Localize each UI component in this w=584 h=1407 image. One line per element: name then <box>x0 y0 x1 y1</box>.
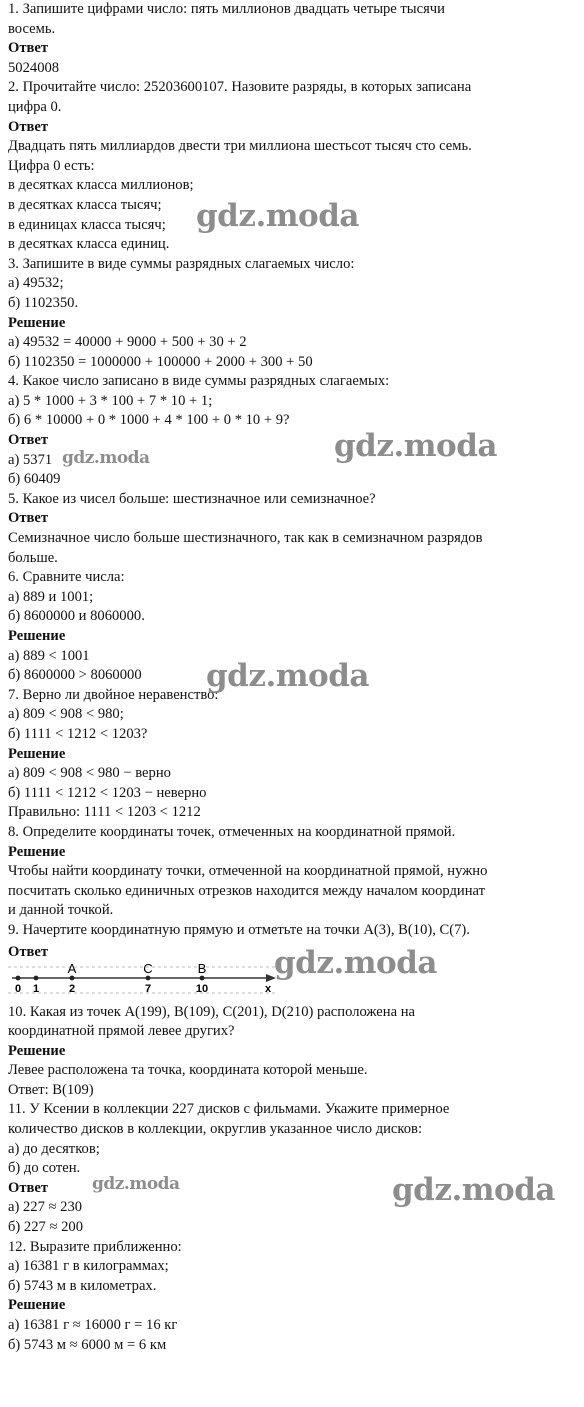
text-line: 2. Прочитайте число: 25203600107. Назовите разряды, в которых записана <box>8 79 472 96</box>
text-line: восемь. <box>8 20 56 37</box>
text-line: 8. Определите координаты точек, отмеченных на координатной прямой. <box>8 823 456 840</box>
text-line: 5024008 <box>8 59 60 76</box>
watermark-logo: gdz.moda <box>274 945 437 981</box>
coordinate-line-svg <box>8 959 298 1003</box>
text-line: б) 227 ≈ 200 <box>8 1219 84 1236</box>
text-line: 7. Верно ли двойное неравенство: <box>8 686 219 703</box>
text-line: а) 227 ≈ 230 <box>8 1199 83 1216</box>
text-line: 5. Какое из чисел больше: шестизначное или семизначное? <box>8 490 376 507</box>
text-line: в единицах класса тысяч; <box>8 216 166 233</box>
text-line: а) до десятков; <box>8 1140 100 1157</box>
text-line: а) 16381 г в килограммах; <box>8 1258 169 1275</box>
text-line: а) 809 < 908 < 980 − верно <box>8 765 171 782</box>
text-line: Цифра 0 есть: <box>8 157 95 174</box>
text-line: Чтобы найти координату точки, отмеченной на координатной прямой, нужно <box>8 863 488 880</box>
text-line: б) 6 * 10000 + 0 * 1000 + 4 * 100 + 0 * 10 + 9? <box>8 412 290 429</box>
section-heading: Решение <box>8 314 66 331</box>
section-heading: Решение <box>8 1297 66 1314</box>
text-line: Семизначное число больше шестизначного, так как в семизначном разрядов <box>8 530 483 547</box>
section-heading: Ответ <box>8 510 49 527</box>
text-line: а) 889 и 1001; <box>8 588 94 605</box>
text-line: б) 1111 < 1212 < 1203 − неверно <box>8 784 207 801</box>
unit-point <box>34 975 39 980</box>
text-line: а) 16381 г ≈ 16000 г = 16 кг <box>8 1317 178 1333</box>
axis-name-x: x <box>264 982 272 995</box>
text-line: 1. Запишите цифрами число: пять миллионов двадцать четыре тысячи <box>8 1 445 17</box>
text-line: координатной прямой левее других? <box>8 1023 235 1040</box>
watermark-logo: gdz.moda <box>334 428 497 464</box>
tick-label-2: 2 <box>68 982 76 995</box>
point-c <box>146 975 151 980</box>
text-block-1 <box>8 0 580 941</box>
text-line: Правильно: 1111 < 1203 < 1212 <box>8 804 201 821</box>
text-line: 9. Начертите координатную прямую и отметьте на точки A(3), B(10), C(7). <box>8 921 470 938</box>
text-line: 4. Какое число записано в виде суммы разрядных слагаемых: <box>8 373 390 390</box>
section-heading: Решение <box>8 628 66 644</box>
text-line: а) 5371 <box>8 451 53 468</box>
watermark-logo: gdz.moda <box>92 1174 180 1194</box>
text-line: посчитать сколько единичных отрезков находится между началом координат <box>8 882 486 899</box>
text-line: а) 5 * 1000 + 3 * 100 + 7 * 10 + 1; <box>8 392 213 409</box>
text-line: 6. Сравните числа: <box>8 569 125 586</box>
point-b <box>200 975 205 980</box>
text-line: б) 8600000 > 8060000 <box>8 667 142 684</box>
text-line: 10. Какая из точек A(199), B(109), C(201), D(210) расположена на <box>8 1003 415 1020</box>
text-line: больше. <box>8 549 58 566</box>
text-line: а) 49532; <box>8 275 64 292</box>
tick-label-0: 0 <box>14 982 22 995</box>
text-line: б) 1102350. <box>8 294 79 311</box>
text-line: б) 60409 <box>8 471 61 488</box>
watermark-logo: gdz.moda <box>206 658 369 694</box>
section-heading: Решение <box>8 843 66 860</box>
tick-label-10: 10 <box>195 982 209 995</box>
section-heading: Решение <box>8 1042 66 1059</box>
text-line: и данной точкой. <box>8 902 114 919</box>
text-line: 12. Выразите приближенно: <box>8 1238 182 1255</box>
text-line: Двадцать пять миллиардов двести три миллиона шестьсот тысяч сто семь. <box>8 138 472 155</box>
text-line: б) 5743 м ≈ 6000 м = 6 км <box>8 1336 167 1353</box>
text-line: количество дисков в коллекции, округлив указанное число дисков: <box>8 1121 422 1138</box>
text-line: Левее расположена та точка, координата которой меньше. <box>8 1062 368 1079</box>
answer-label: Ответ <box>8 943 49 960</box>
section-heading: Ответ <box>8 432 49 449</box>
text-line: б) 1102350 = 1000000 + 100000 + 2000 + 300 + 50 <box>8 353 313 370</box>
section-heading: Ответ <box>8 40 49 57</box>
text-line: 3. Запишите в виде суммы разрядных слагаемых число: <box>8 255 355 272</box>
text-line: б) до сотен. <box>8 1160 81 1177</box>
watermark-logo: gdz.moda <box>62 448 150 468</box>
text-line: а) 809 < 908 < 980; <box>8 706 124 723</box>
text-line: 11. У Ксении в коллекции 227 дисков с фильмами. Укажите примерное <box>8 1101 450 1118</box>
point-c-label: C <box>143 960 153 976</box>
text-line: в десятках класса тысяч; <box>8 196 162 213</box>
text-line: Ответ: B(109) <box>8 1081 94 1098</box>
section-heading: Ответ <box>8 118 49 135</box>
point-b-label: B <box>197 960 207 976</box>
origin-point <box>16 975 21 980</box>
text-line: в десятках класса единиц. <box>8 236 170 253</box>
watermark-logo: gdz.moda <box>392 1172 555 1208</box>
tick-label-1: 1 <box>32 982 40 995</box>
text-line: б) 5743 м в километрах. <box>8 1277 157 1294</box>
text-line: а) 49532 = 40000 + 9000 + 500 + 30 + 2 <box>8 334 247 351</box>
point-a <box>70 975 75 980</box>
text-line: б) 8600000 и 8060000. <box>8 608 145 625</box>
text-line: цифра 0. <box>8 98 62 115</box>
point-a-label: A <box>67 960 77 976</box>
section-heading: Решение <box>8 745 66 762</box>
watermark-logo: gdz.moda <box>196 198 359 234</box>
text-line: а) 889 < 1001 <box>8 647 90 664</box>
text-line: б) 1111 < 1212 < 1203? <box>8 725 148 742</box>
tick-label-7: 7 <box>144 982 152 995</box>
section-heading: Ответ <box>8 1179 49 1196</box>
text-line: в десятках класса миллионов; <box>8 177 194 194</box>
